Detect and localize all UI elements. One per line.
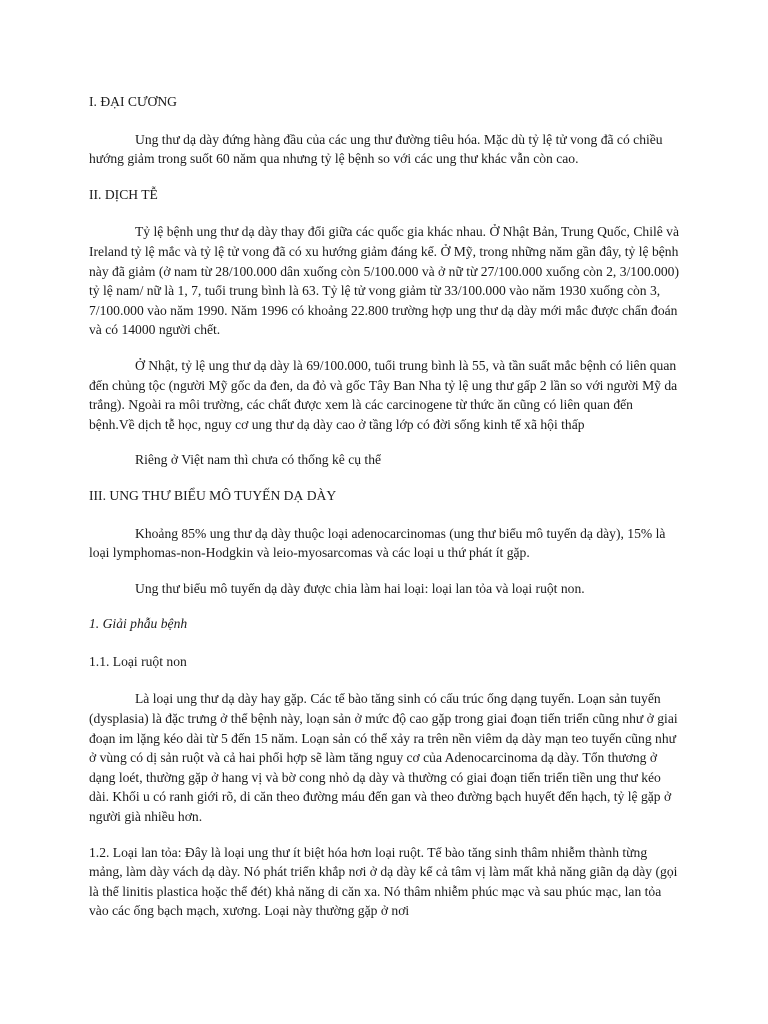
section-heading-dich-te: II. DỊCH TỄ	[89, 186, 158, 202]
section-heading-dai-cuong: I. ĐẠI CƯƠNG	[89, 94, 177, 109]
section-heading-ung-thu-bieu-mo: III. UNG THƯ BIỂU MÔ TUYẾN DẠ DÀY	[89, 487, 337, 503]
paragraph-dich-te-2: Ở Nhật, tỷ lệ ung thư dạ dày là 69/100.000, tuổi trung bình là 55, và tần suất mắc bệnh có liên quan đến chủng tộc (người Mỹ gốc da đen, da đỏ và gốc Tây Ban Nha tỷ lệ ung thư gấp 2 lần so với người Mỹ da trắng). Ngoài ra môi trường, các chất được xem là các carcinogene từ thức ăn cũng có liên quan đến bệnh.Về dịch tễ học, nguy cơ ung thư dạ dày cao ở tầng lớp có đời sống kinh tế xã hội thấp	[89, 357, 678, 432]
document-body	[89, 92, 681, 921]
paragraph-dai-cuong: Ung thư dạ dày đứng hàng đầu của các ung thư đường tiêu hóa. Mặc dù tỷ lệ tử vong đã có chiều hướng giảm trong suốt 60 năm qua nhưng tỷ lệ bệnh so với các ung thư khác vẫn còn cao.	[89, 131, 663, 167]
paragraph-ung-thu-bieu-mo-1: Khoảng 85% ung thư dạ dày thuộc loại adenocarcinomas (ung thư biểu mô tuyến dạ dày), 15% là loại lymphomas-non-Hodgkin và leio-myosarcomas và các loại u thứ phát ít gặp.	[89, 525, 666, 561]
subsection-heading-loai-ruot-non: 1.1. Loại ruột non	[89, 653, 187, 669]
paragraph-dich-te-3: Riêng ở Việt nam thì chưa có thống kê cụ thể	[135, 452, 382, 468]
paragraph-ung-thu-bieu-mo-2: Ung thư biểu mô tuyến dạ dày được chia làm hai loại: loại lan tỏa và loại ruột non.	[135, 580, 585, 596]
subsection-heading-giai-phau-benh: 1. Giải phẫu bệnh	[89, 616, 188, 632]
paragraph-loai-lan-toa: 1.2. Loại lan tỏa: Đây là loại ung thư ít biệt hóa hơn loại ruột. Tế bào tăng sinh thâm nhiễm thành từng mảng, làm dày vách dạ dày. Nó phát triển khắp nơi ở dạ dày kể cả tâm vị làm mất khả năng giãn dạ dày (gọi là thể linitis plastica hoặc thể đét) khả năng di căn xa. Nó thâm nhiễm phúc mạc và sau phúc mạc, lan tỏa vào các ống bạch mạch, xương. Loại này thường gặp ở nơi	[89, 844, 678, 919]
paragraph-loai-ruot-non: Là loại ung thư dạ dày hay gặp. Các tế bào tăng sinh có cấu trúc ống dạng tuyến. Loạn sản tuyến (dysplasia) là đặc trưng ở thể bệnh này, loạn sản ở mức độ cao gặp trong giai đoạn tiến triển cũng như ở giai đoạn im lặng kéo dài từ 5 đến 15 năm. Loạn sản có thể xảy ra trên nền viêm dạ dày mạn teo tuyến cũng như ở vùng có dị sản ruột và cả hai phối hợp sẽ làm tăng nguy cơ của Adenocarcinoma dạ dày. Tổn thương ở dạng loét, thường gặp ở hang vị và bờ cong nhỏ dạ dày và thường có giai đoạn tiến triển tiền ung thư kéo dài. Khối u có ranh giới rõ, di căn theo đường máu đến gan và theo đường bạch huyết đến hạch, tỷ lệ gặp ở người già nhiều hơn.	[89, 691, 678, 825]
paragraph-dich-te-1: Tỷ lệ bệnh ung thư dạ dày thay đổi giữa các quốc gia khác nhau. Ở Nhật Bản, Trung Quốc, Chilê và Ireland tỷ lệ mắc và tỷ lệ tử vong đã có xu hướng giảm đáng kể. Ở Mỹ, trong những năm gần đây, tỷ lệ bệnh này đã giảm (ở nam từ 28/100.000 dân xuống còn 5/100.000 và ở nữ từ 27/100.000 xuống còn 2, 3/100.000) tỷ lệ nam/ nữ là 1, 7, tuổi trung bình là 63. Tỷ lệ tử vong giảm từ 33/100.000 vào năm 1930 xuống còn 3, 7/100.000 vào năm 1990. Năm 1996 có khoảng 22.800 trường hợp ung thư dạ dày mới mắc được chẩn đoán và có 14000 người chết.	[89, 224, 680, 338]
